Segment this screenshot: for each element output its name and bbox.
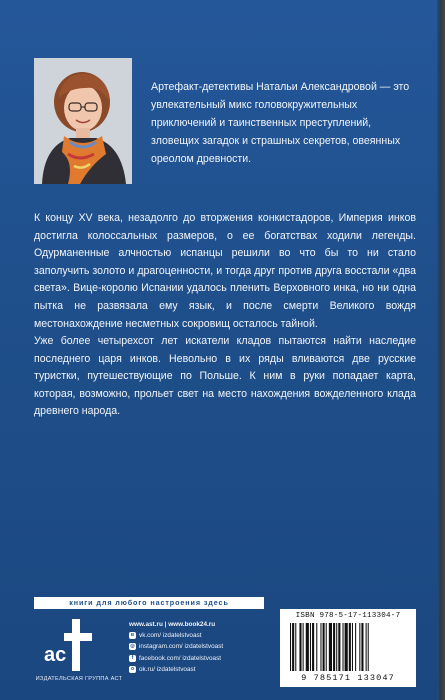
social-link-text: instagram.com/ izdatelstvoast — [139, 643, 224, 651]
barcode-bar — [343, 623, 344, 671]
publisher-footer — [34, 597, 416, 692]
facebook-icon: f — [129, 655, 136, 662]
author-intro: Артефакт-детективы Натальи Александровой — это увлекательный микс головокружительных приключений и таинственных преступлений, зловещих загадок и страшных секретов, овеянных ореолом древности. — [151, 81, 410, 165]
barcode-bar — [359, 623, 360, 671]
instagram-icon: ◎ — [130, 643, 135, 650]
barcode-bar — [326, 623, 327, 671]
svg-text:ас: ас — [44, 644, 67, 666]
ok-icon: о — [130, 665, 135, 672]
barcode — [280, 609, 416, 687]
publisher-links — [129, 619, 269, 675]
annotation-paragraph-2: Уже более четырехсот лет искатели кладов пытаются найти наследие последнего царя инков. Невольно в их ряды вливаются две русские туристки, путешествующие по Польше. К ним в руки попадает карта, которая, возможно, прольет свет на место нахождения вожделенного клада древнего народа. — [34, 335, 416, 418]
social-link-text: facebook.com/ izdatelstvoast — [139, 654, 222, 662]
barcode-bar — [310, 623, 311, 671]
barcode-bar — [368, 623, 369, 671]
barcode-bar — [295, 623, 296, 671]
publisher-sites[interactable]: www.ast.ru | www.book24.ru — [129, 621, 216, 628]
author-photo — [34, 58, 132, 184]
barcode-bar — [349, 623, 351, 671]
social-link-vk[interactable] — [129, 630, 269, 641]
barcode-bar — [338, 623, 340, 671]
tagline: книги для любого настроения здесь — [34, 597, 264, 609]
vk-icon: в — [130, 632, 135, 639]
barcode-bar — [361, 623, 363, 671]
barcode-bar — [320, 623, 321, 671]
barcode-bar — [329, 623, 332, 671]
barcode-bar — [323, 623, 325, 671]
barcode-number: 9 785171 133047 — [301, 673, 395, 683]
isbn-number: ISBN 978-5-17-113304-7 — [295, 612, 401, 620]
barcode-bar — [306, 623, 309, 671]
social-link-instagram[interactable] — [129, 641, 269, 652]
annotation-paragraph-1: К концу XV века, незадолго до вторжения конкистадоров, Империя инков достигла колоссальных размеров, о ее богатствах ходили легенды. Одурманенные алчностью испанцы решили во что бы то ни стало заполучить золото и драгоценности, и тогда друг против друга восстали «два света». Вице-королю Испании удалось пленить Верховного инка, но ни одна пытка не развязала ему язык, и после смерти Великого вождя местонахождение несметных сокровищ осталось тайной. — [34, 212, 416, 330]
barcode-bar — [352, 623, 353, 671]
barcode-bars — [288, 623, 408, 673]
barcode-bar — [312, 623, 314, 671]
social-link-facebook[interactable] — [129, 653, 269, 664]
barcode-bar — [292, 623, 294, 671]
barcode-bar — [303, 623, 304, 671]
barcode-bar — [355, 623, 356, 671]
barcode-bar — [299, 623, 301, 671]
social-link-text: ok.ru/ izdatelstvoast — [139, 665, 196, 673]
barcode-bar — [290, 623, 291, 671]
barcode-bar — [336, 623, 337, 671]
publisher-name: ИЗДАТЕЛЬСКАЯ ГРУППА АСТ — [35, 676, 123, 682]
cover-edge — [437, 0, 445, 700]
barcode-bar — [333, 623, 335, 671]
barcode-bar — [345, 623, 348, 671]
ast-logo — [42, 617, 94, 673]
social-link-text: vk.com/ izdatelstvoast — [139, 632, 202, 640]
social-link-ok[interactable] — [129, 664, 269, 675]
barcode-bar — [316, 623, 317, 671]
barcode-bar — [366, 623, 367, 671]
